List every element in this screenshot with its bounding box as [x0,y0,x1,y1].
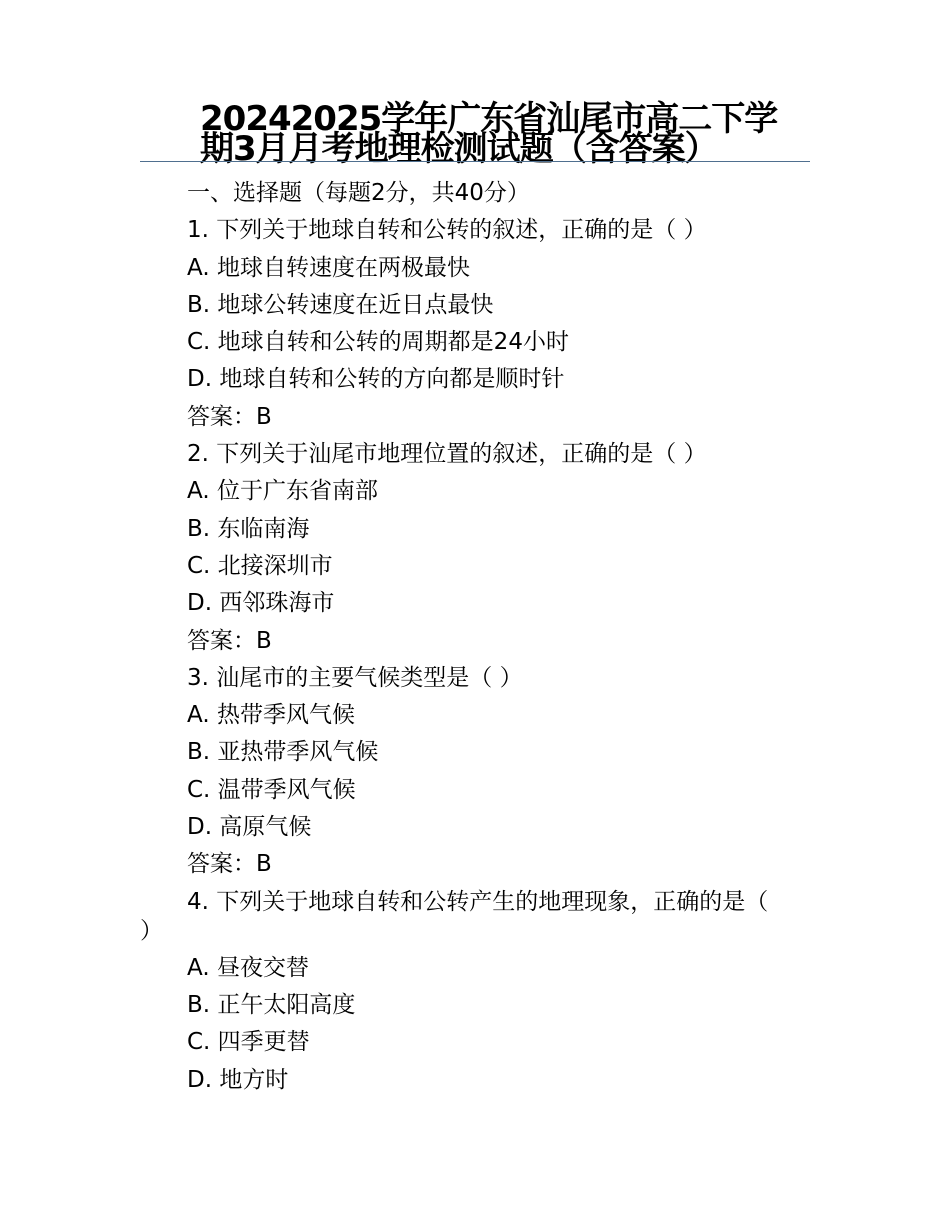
question-answer: 答案：B [187,851,272,878]
question-stem: 1. 下列关于地球自转和公转的叙述，正确的是（ ） [187,217,707,244]
question-option: C. 温带季风气候 [187,776,356,803]
section-heading: 一、选择题（每题2分，共40分） [187,180,530,206]
question-answer: 答案：B [187,403,272,430]
question-option: B. 正午太阳高度 [187,991,356,1018]
question-stem: 2. 下列关于汕尾市地理位置的叙述，正确的是（ ） [187,441,707,468]
question-option: D. 地方时 [187,1066,289,1093]
document-title [140,99,810,169]
question-option: C. 北接深圳市 [187,552,333,579]
question-option: A. 位于广东省南部 [187,478,378,505]
question-option: D. 高原气候 [187,814,312,841]
question-option: B. 亚热带季风气候 [187,739,379,766]
title-line-1: 20242025学年广东省汕尾市高二下学 [200,99,778,139]
question-stem: 3. 汕尾市的主要气候类型是（ ） [187,664,523,691]
question-option: A. 热带季风气候 [187,702,355,729]
title-divider [140,161,810,162]
question-option: B. 地球公转速度在近日点最快 [187,291,494,318]
question-option: C. 四季更替 [187,1029,310,1056]
question-answer: 答案：B [187,627,272,654]
question-option: A. 昼夜交替 [187,954,309,981]
question-stem-line-1: 4. 下列关于地球自转和公转产生的地理现象，正确的是（ [187,888,769,915]
question-option: B. 东临南海 [187,515,310,542]
question-option: D. 地球自转和公转的方向都是顺时针 [187,366,565,393]
question-option: D. 西邻珠海市 [187,590,335,617]
document-body [140,175,820,1099]
question-stem-line-2: ） [140,917,163,944]
question-option: C. 地球自转和公转的周期都是24小时 [187,329,569,356]
title-line-2: 期3月月考地理检测试题（含答案） [200,129,718,169]
question-option: A. 地球自转速度在两极最快 [187,254,470,281]
question-stem [140,884,820,950]
